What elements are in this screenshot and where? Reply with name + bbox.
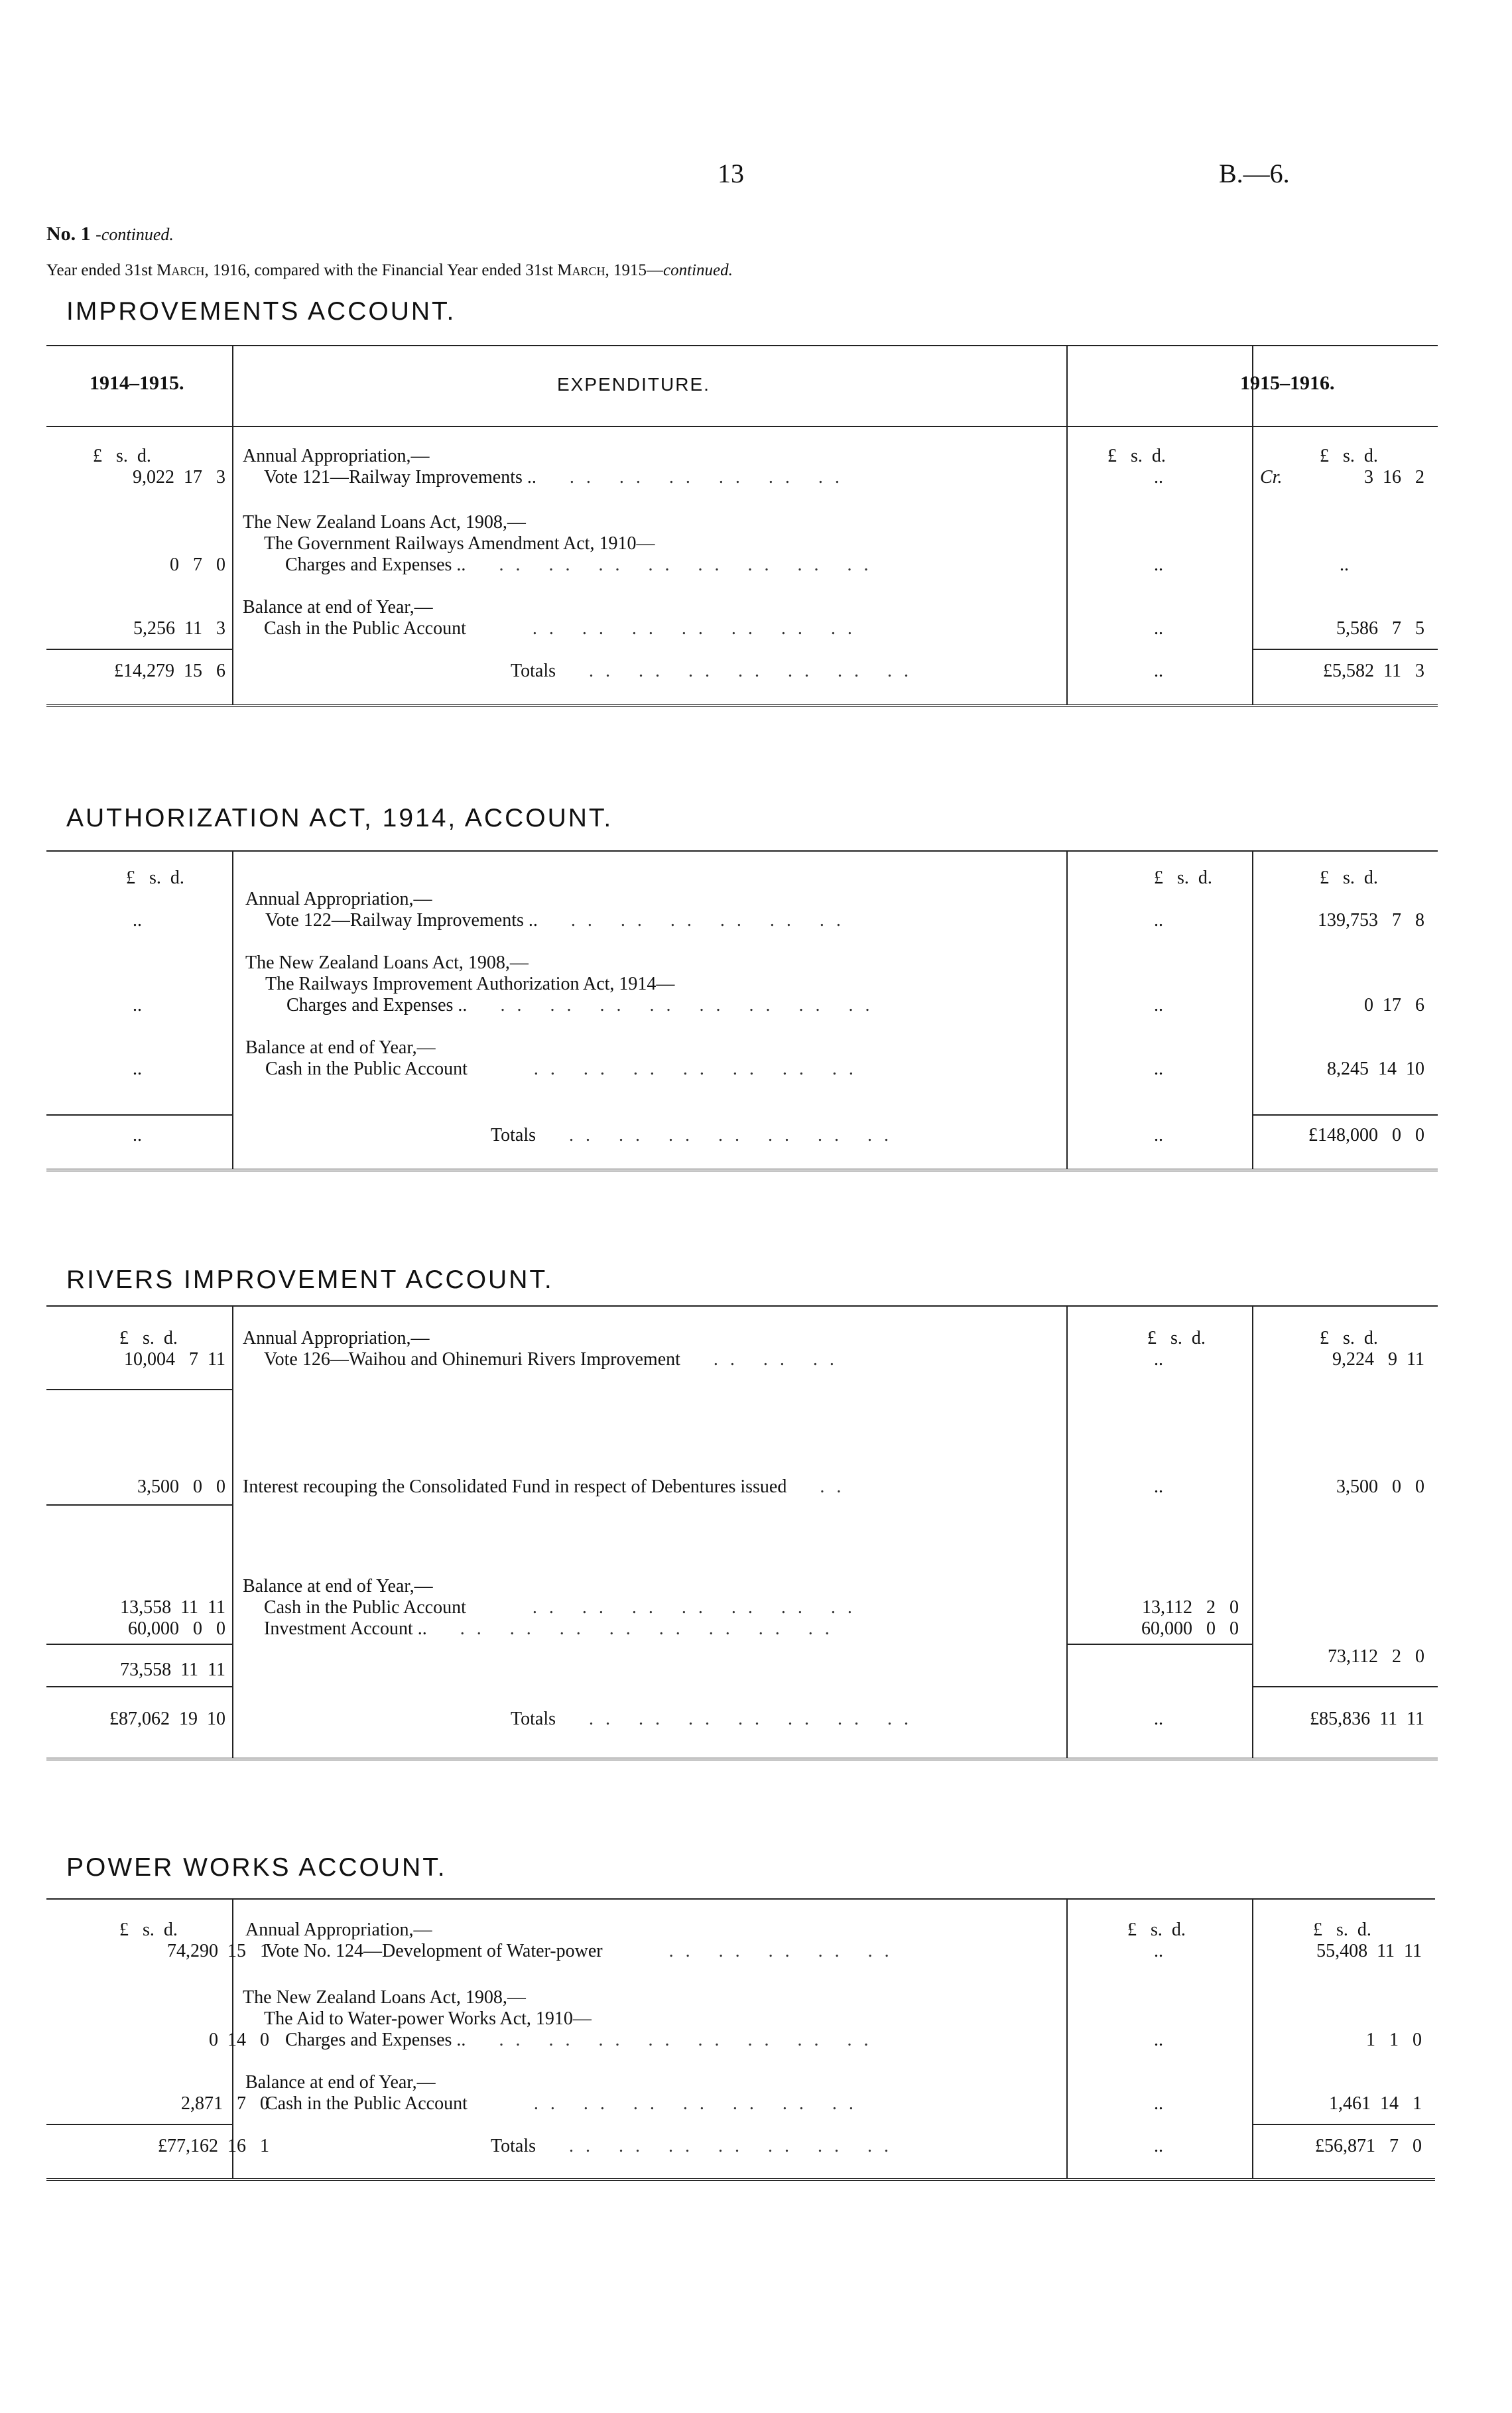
row-mid: ..: [1154, 618, 1163, 639]
row-mid: ..: [1154, 2030, 1163, 2050]
lsd-header-left: £ s. d.: [119, 1920, 178, 1940]
row-sublabel-text: Cash in the Public Account: [264, 618, 466, 639]
row-mid: ..: [1154, 467, 1163, 488]
lsd-header-left: £ s. d.: [119, 1328, 178, 1348]
lsd-header-mid: £ s. d.: [1107, 446, 1166, 466]
invest-left: 60,000 0 0: [128, 1618, 225, 1639]
totals-label: Totals .. .. .. .. .. .. ..: [511, 661, 921, 681]
row-right: 3 16 2: [1364, 467, 1424, 488]
page-reference: B.—6.: [1219, 159, 1290, 188]
lsd-header-left: £ s. d.: [93, 446, 151, 466]
credit-label: Cr.: [1260, 467, 1283, 488]
row-right: 1,461 14 1: [1329, 2093, 1422, 2114]
row-sublabel-text: Vote No. 124—Development of Water-power: [265, 1941, 603, 1961]
balance-right: 73,112 2 0: [1328, 1646, 1424, 1667]
lsd-header-right: £ s. d.: [1320, 1328, 1378, 1348]
row-right: 9,224 9 11: [1332, 1349, 1424, 1370]
month-march-2: March: [557, 261, 605, 279]
improvements-col-current-year: 1915–1916.: [1240, 372, 1335, 394]
row-right: 55,408 11 11: [1316, 1941, 1422, 1961]
table-row-left: 2,871 7 0: [181, 2093, 269, 2114]
row-right: 1 1 0: [1366, 2030, 1422, 2050]
row-right: 5,586 7 5: [1336, 618, 1424, 639]
invest-label-text: Investment Account ..: [264, 1618, 427, 1639]
improvements-col-prev-year: 1914–1915.: [90, 372, 184, 394]
row-sublabel: Vote 122—Railway Improvements .. .. .. .. .. .. ..: [265, 910, 853, 931]
rivers-table: [46, 1305, 1438, 1760]
power-title: POWER WORKS ACCOUNT.: [66, 1853, 447, 1882]
total-mid: ..: [1154, 1709, 1163, 1729]
row-sublabel-text: Vote 126—Waihou and Ohinemuri Rivers Improvement: [264, 1349, 680, 1370]
total-left: £87,062 19 10: [109, 1709, 225, 1729]
totals-label: Totals .. .. .. .. .. .. ..: [491, 2136, 901, 2156]
row-label: The New Zealand Loans Act, 1908,—: [243, 512, 526, 533]
total-right: £85,836 11 11: [1310, 1709, 1424, 1729]
row-label: Annual Appropriation,—: [245, 1920, 432, 1940]
table-number-label: No. 1: [46, 223, 91, 245]
table-row-left: 74,290 15 1: [167, 1941, 269, 1961]
table-row-left: ..: [133, 995, 142, 1015]
table-row-left: 10,004 7 11: [124, 1349, 225, 1370]
row-label: Annual Appropriation,—: [243, 446, 430, 466]
row-sublabel-text: Vote 121—Railway Improvements ..: [264, 467, 536, 488]
lsd-header-right: £ s. d.: [1313, 1920, 1371, 1940]
row-mid: ..: [1154, 1476, 1163, 1497]
row-sublabel: Charges and Expenses .. .. .. .. .. .. .. .. ..: [285, 2030, 881, 2050]
lsd-header-mid: £ s. d.: [1147, 1328, 1206, 1348]
row-sublabel: Charges and Expenses .. .. .. .. .. .. .. .. ..: [286, 995, 882, 1015]
power-table: [46, 1898, 1435, 2181]
row-sublabel: Vote 121—Railway Improvements .. .. .. .. .. .. ..: [264, 467, 851, 488]
row-sublabel: Charges and Expenses .. .. .. .. .. .. .. .. ..: [285, 554, 881, 575]
subtotal-left: 73,558 11 11: [120, 1660, 225, 1680]
totals-label: Totals .. .. .. .. .. .. ..: [491, 1125, 901, 1145]
row-label: The New Zealand Loans Act, 1908,—: [243, 1987, 526, 2008]
invest-mid: 60,000 0 0: [1141, 1618, 1239, 1639]
page-number: 13: [718, 159, 744, 188]
row-mid: ..: [1154, 1941, 1163, 1961]
row-right: 0 17 6: [1364, 995, 1424, 1015]
row-sublabel: Cash in the Public Account .. .. .. .. .. .. ..: [264, 618, 864, 639]
row-sublabel: Vote No. 124—Development of Water-power .. .. .. .. ..: [265, 1941, 901, 1961]
cash-mid: 13,112 2 0: [1142, 1597, 1239, 1618]
row-sublabel: The Railways Improvement Authorization Act, 1914—: [265, 974, 675, 994]
row-sublabel-text: Charges and Expenses ..: [286, 995, 468, 1015]
cash-left: 13,558 11 11: [120, 1597, 225, 1618]
totals-label-text: Totals: [491, 2136, 536, 2156]
year-desc-c: , 1915—: [605, 261, 664, 279]
row-sublabel: The Government Railways Amendment Act, 1910—: [264, 533, 655, 554]
table-row-left: 5,256 11 3: [133, 618, 225, 639]
lsd-header-left: £ s. d.: [126, 868, 184, 888]
row-sublabel-text: Charges and Expenses ..: [285, 554, 466, 575]
row-mid: ..: [1154, 554, 1163, 575]
totals-label: Totals .. .. .. .. .. .. ..: [511, 1709, 921, 1729]
row-label: Annual Appropriation,—: [243, 1328, 430, 1348]
lsd-header-right: £ s. d.: [1320, 868, 1378, 888]
total-left: £14,279 15 6: [114, 661, 225, 681]
row-label: Interest recouping the Consolidated Fund in respect of Debentures issued ..: [243, 1476, 853, 1497]
totals-label-text: Totals: [491, 1125, 536, 1145]
total-left: £77,162 16 1: [158, 2136, 269, 2156]
row-sublabel-text: Cash in the Public Account: [265, 1059, 468, 1079]
cash-label: Cash in the Public Account .. .. .. .. .. .. ..: [264, 1597, 864, 1618]
totals-label-text: Totals: [511, 661, 556, 681]
table-number: [46, 223, 174, 245]
row-label: Balance at end of Year,—: [245, 1037, 436, 1058]
table-row-left: ..: [133, 910, 142, 931]
total-left: ..: [133, 1125, 142, 1145]
row-sublabel: The Aid to Water-power Works Act, 1910—: [264, 2008, 592, 2029]
table-row-left: ..: [133, 1059, 142, 1079]
lsd-header-right: £ s. d.: [1320, 446, 1378, 466]
row-mid: ..: [1154, 2093, 1163, 2114]
row-sublabel: Cash in the Public Account .. .. .. .. .. .. ..: [265, 1059, 865, 1079]
row-label: Balance at end of Year,—: [243, 597, 433, 618]
total-mid: ..: [1154, 1125, 1163, 1145]
row-right: 139,753 7 8: [1318, 910, 1424, 931]
year-description: [46, 261, 733, 280]
total-right: £148,000 0 0: [1308, 1125, 1424, 1145]
row-sublabel: Cash in the Public Account .. .. .. .. .. .. ..: [265, 2093, 865, 2114]
total-right: £56,871 7 0: [1315, 2136, 1422, 2156]
row-label: Balance at end of Year,—: [245, 2072, 436, 2093]
row-mid: ..: [1154, 1059, 1163, 1079]
invest-label: Investment Account .. .. .. .. .. .. .. .. ..: [264, 1618, 842, 1639]
rivers-title: RIVERS IMPROVEMENT ACCOUNT.: [66, 1266, 554, 1294]
row-mid: ..: [1154, 995, 1163, 1015]
year-desc-continued: continued.: [663, 261, 733, 279]
balance-label: Balance at end of Year,—: [243, 1576, 433, 1597]
total-mid: ..: [1154, 2136, 1163, 2156]
table-row-left: 9,022 17 3: [133, 467, 225, 488]
totals-label-text: Totals: [511, 1709, 556, 1729]
year-desc-a: Year ended 31st: [46, 261, 153, 279]
lsd-header-mid: £ s. d.: [1154, 868, 1212, 888]
table-row-left: 0 7 0: [170, 554, 225, 575]
improvements-title: IMPROVEMENTS ACCOUNT.: [66, 297, 456, 326]
table-row-left: 0 14 0: [209, 2030, 269, 2050]
authorization-title: AUTHORIZATION ACT, 1914, ACCOUNT.: [66, 804, 613, 832]
row-label: Annual Appropriation,—: [245, 889, 432, 909]
row-right: 3,500 0 0: [1336, 1476, 1424, 1497]
row-mid: ..: [1154, 1349, 1163, 1370]
row-label-text: Interest recouping the Consolidated Fund in respect of Debentures issued: [243, 1476, 787, 1497]
total-right: £5,582 11 3: [1323, 661, 1424, 681]
month-march-1: March: [157, 261, 205, 279]
table-row-left: 3,500 0 0: [137, 1476, 225, 1497]
row-sublabel-text: Cash in the Public Account: [265, 2093, 468, 2114]
total-mid: ..: [1154, 661, 1163, 681]
row-label: The New Zealand Loans Act, 1908,—: [245, 952, 529, 973]
improvements-col-expenditure: EXPENDITURE.: [557, 374, 710, 395]
row-sublabel-text: Charges and Expenses ..: [285, 2030, 466, 2050]
row-sublabel: Vote 126—Waihou and Ohinemuri Rivers Improvement .. .. ..: [264, 1349, 846, 1370]
authorization-table: [46, 850, 1438, 1171]
row-right: 8,245 14 10: [1327, 1059, 1424, 1079]
table-number-continued: -continued.: [95, 225, 174, 244]
improvements-table: [46, 345, 1438, 707]
row-right: ..: [1340, 554, 1349, 575]
year-desc-b: , 1916, compared with the Financial Year ended 31st: [204, 261, 554, 279]
lsd-header-mid: £ s. d.: [1127, 1920, 1186, 1940]
cash-label-text: Cash in the Public Account: [264, 1597, 466, 1618]
row-sublabel-text: Vote 122—Railway Improvements ..: [265, 910, 538, 931]
row-mid: ..: [1154, 910, 1163, 931]
